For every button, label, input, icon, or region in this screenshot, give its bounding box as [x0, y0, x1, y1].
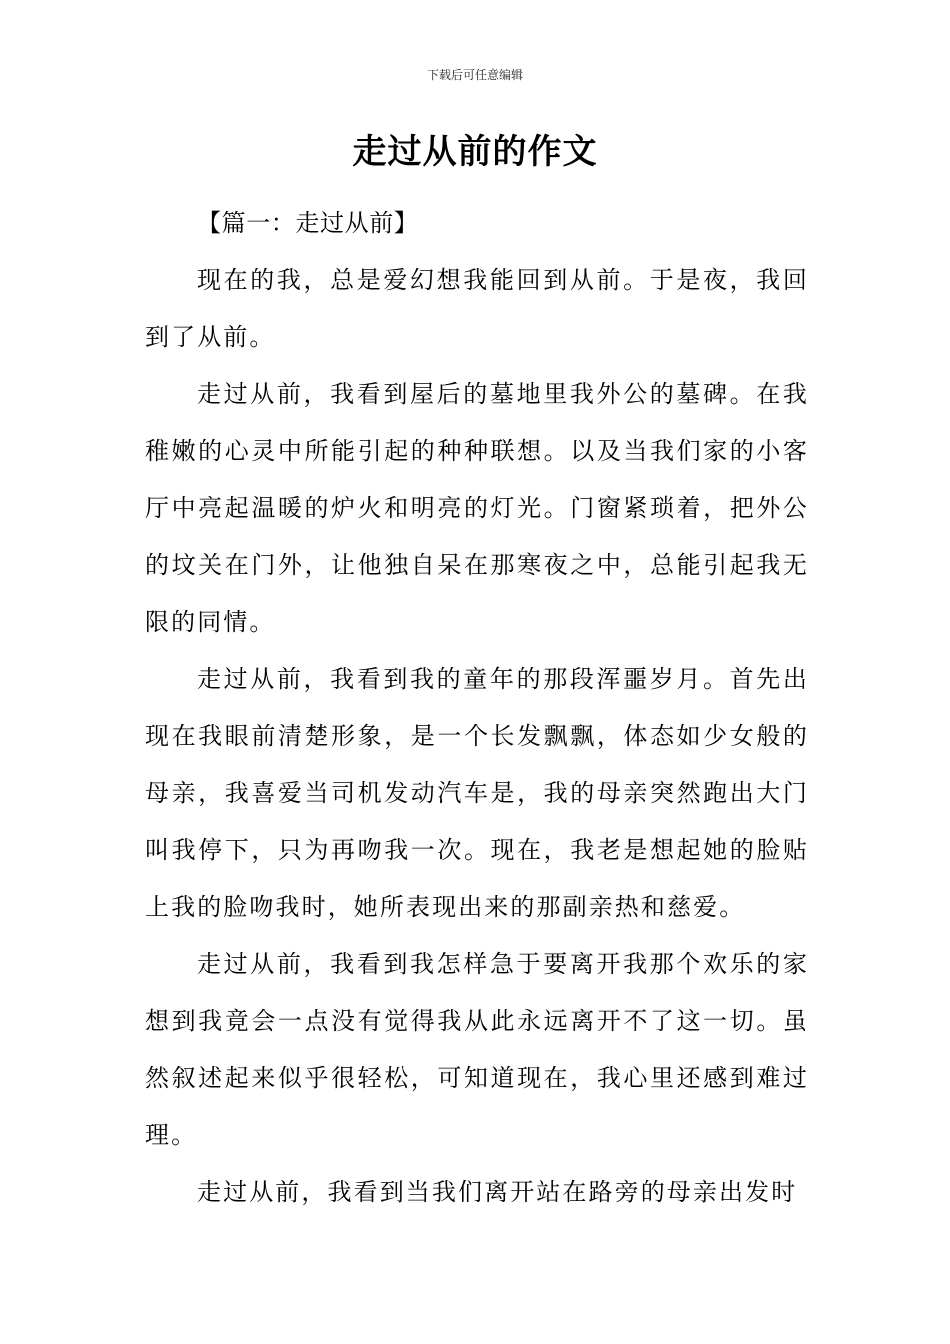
- header-note: 下载后可任意编辑: [426, 68, 523, 82]
- paragraph: 走过从前，我看到当我们离开站在路旁的母亲出发时: [197, 1178, 798, 1206]
- paragraph: 走过从前，我看到我的童年的那段浑噩岁月。首先出现在我眼前清楚形象，是一个长发飘飘，体态如少女般的母亲，我喜爱当司机发动汽车是，我的母亲突然跑出大门叫我停下，只为再吻我一次。现在，我老是想起她的脸贴上我的脸吻我时，她所表现出来的那副亲热和慈爱。: [145, 665, 809, 921]
- paragraph: 走过从前，我看到我怎样急于要离开我那个欢乐的家想到我竟会一点没有觉得我从此永远离开不了这一切。虽然叙述起来似乎很轻松，可知道现在，我心里还感到难过理。: [145, 950, 809, 1149]
- paragraph: 走过从前，我看到屋后的墓地里我外公的墓碑。在我稚嫩的心灵中所能引起的种种联想。以及当我们家的小客厅中亮起温暖的炉火和明亮的灯光。门窗紧琐着，把外公的坟关在门外，让他独自呆在那寒夜之中，总能引起我无限的同情。: [145, 380, 809, 636]
- paragraph: 现在的我，总是爱幻想我能回到从前。于是夜，我回到了从前。: [145, 266, 809, 351]
- document-title: 走过从前的作文: [352, 132, 598, 172]
- document-body: [145, 195, 809, 1221]
- section-heading: 【篇一：走过从前】: [197, 209, 419, 237]
